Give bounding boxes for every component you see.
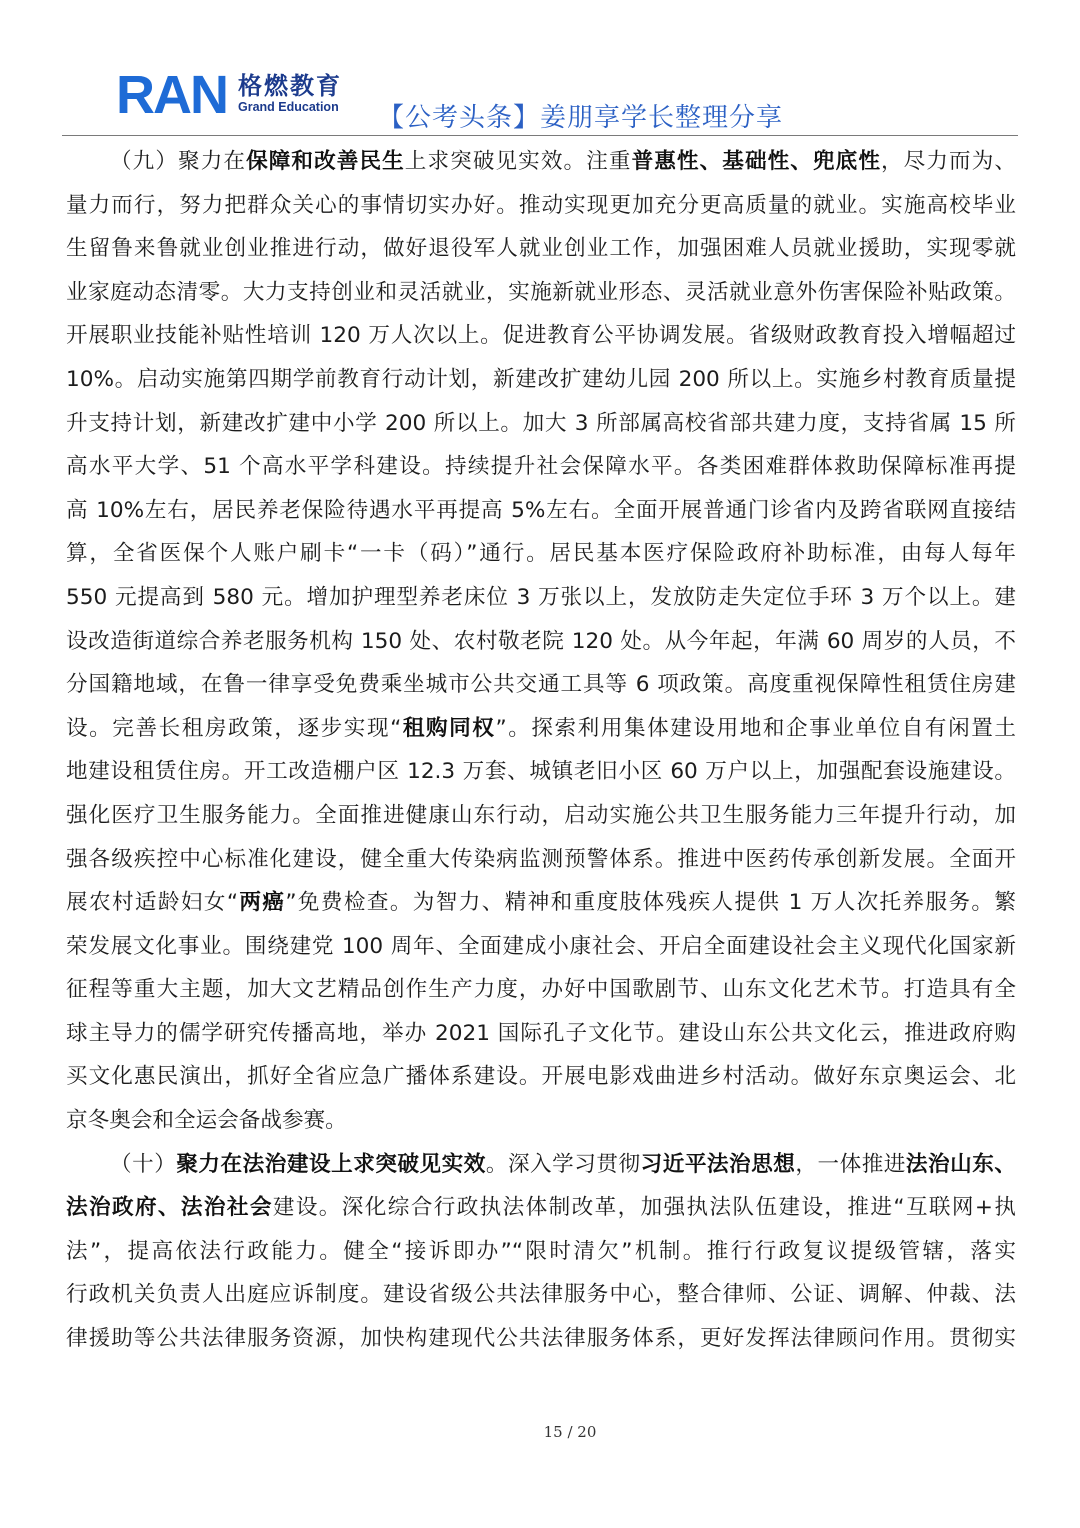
text-segment: 550 元提高到 580 元。增加护理型养老床位 3 万张以上，发放防走失定位手环 3 万个以上。建 <box>66 584 1016 610</box>
text-line <box>66 402 1016 446</box>
text-segment: 律援助等公共法律服务资源，加快构建现代公共法律服务体系，更好发挥法律顾问作用。贯彻实 <box>66 1326 1016 1352</box>
text-line <box>66 445 1016 489</box>
paragraph-ten <box>66 1143 1016 1361</box>
text-segment: 球主导力的儒学研究传播高地，举办 2021 国际孔子文化节。建设山东公共文化云，推进政府购 <box>66 1020 1016 1046</box>
text-segment: 设。完善长租房政策，逐步实现“ <box>66 715 402 741</box>
text-line <box>66 1186 1016 1230</box>
page-number: 15 / 20 <box>543 1423 597 1441</box>
text-line <box>66 358 1016 402</box>
brand-name-cn: 格燃教育 <box>238 72 342 100</box>
brand-logo: RAN <box>116 65 227 125</box>
text-segment: 业家庭动态清零。大力支持创业和灵活就业，实施新就业形态、灵活就业意外伤害保险补贴政策。 <box>66 279 1016 305</box>
text-line <box>66 1230 1016 1274</box>
text-line <box>66 925 1016 969</box>
text-line <box>66 227 1016 271</box>
text-segment: 荣发展文化事业。围绕建党 100 周年、全面建成小康社会、开启全面建设社会主义现代化国家新 <box>66 933 1016 959</box>
text-line <box>66 1012 1016 1056</box>
text-segment: 开展职业技能补贴性培训 120 万人次以上。促进教育公平协调发展。省级财政教育投入增幅超过 <box>66 323 1016 349</box>
text-segment: ，一体推进 <box>795 1151 906 1177</box>
text-segment: ”免费检查。为智力、精神和重度肢体残疾人提供 1 万人次托养服务。繁 <box>285 890 1016 916</box>
text-line <box>66 620 1016 664</box>
text-segment: ”。探索利用集体建设用地和企事业单位自有闲置土 <box>495 715 1016 741</box>
text-line <box>66 1055 1016 1099</box>
text-line <box>66 532 1016 576</box>
text-line <box>66 184 1016 228</box>
text-line <box>66 663 1016 707</box>
header-divider <box>62 135 1018 136</box>
text-line <box>66 140 1016 184</box>
text-line <box>66 314 1016 358</box>
text-segment: 买文化惠民演出，抓好全省应急广播体系建设。开展电影戏曲进乡村活动。做好东京奥运会、北 <box>66 1064 1016 1090</box>
body-text <box>66 140 1016 1361</box>
text-line <box>66 794 1016 838</box>
text-segment: 地建设租赁住房。开工改造棚户区 12.3 万套、城镇老旧小区 60 万户以上，加强配套设施建设。 <box>66 759 1016 785</box>
text-segment: 强化医疗卫生服务能力。全面推进健康山东行动，启动实施公共卫生服务能力三年提升行动，加 <box>66 802 1016 828</box>
text-segment: （十） <box>110 1151 177 1177</box>
bold-text: 法治政府、法治社会 <box>66 1195 273 1221</box>
text-line <box>66 1099 1016 1143</box>
text-segment: 高水平大学、51 个高水平学科建设。持续提升社会保障水平。各类困难群体救助保障标准再提 <box>66 454 1016 480</box>
bold-text: 聚力在法治建设上求突破见实效 <box>176 1151 486 1177</box>
text-segment: 设改造街道综合养老服务机构 150 处、农村敬老院 120 处。从今年起，年满 60 周岁的人员，不 <box>66 628 1016 654</box>
text-line <box>66 1273 1016 1317</box>
text-line <box>66 750 1016 794</box>
text-segment: 分国籍地域，在鲁一律享受免费乘坐城市公共交通工具等 6 项政策。高度重视保障性租赁住房建 <box>66 672 1016 698</box>
paragraph-nine <box>66 140 1016 1143</box>
bold-text: 法治山东、 <box>905 1151 1016 1177</box>
text-line <box>66 707 1016 751</box>
text-segment: 生留鲁来鲁就业创业推进行动，做好退役军人就业创业工作，加强困难人员就业援助，实现零就 <box>66 236 1016 262</box>
text-line <box>66 1143 1016 1187</box>
brand-name-en: Grand Education <box>238 100 339 114</box>
text-line <box>66 489 1016 533</box>
bold-text: 习近平法治思想 <box>640 1151 796 1177</box>
text-segment: 上求突破见实效。注重 <box>404 149 632 174</box>
bold-text: 普惠性、基础性、兜底性 <box>631 149 881 174</box>
text-segment: 10%。启动实施第四期学前教育行动计划，新建改扩建幼儿园 200 所以上。实施乡村教育质量提 <box>66 366 1016 392</box>
bold-text: 两癌 <box>238 890 286 916</box>
text-segment: 算，全省医保个人账户刷卡“一卡（码）”通行。居民基本医疗保险政府补助标准，由每人每年 <box>66 541 1016 567</box>
text-segment: 强各级疾控中心标准化建设，健全重大传染病监测预警体系。推进中医药传承创新发展。全面开 <box>66 846 1016 872</box>
text-segment: 法”，提高依法行政能力。健全“接诉即办”“限时清欠”机制。推行行政复议提级管辖，落实 <box>66 1238 1016 1264</box>
text-line <box>66 881 1016 925</box>
text-segment: 高 10%左右，居民养老保险待遇水平再提高 5%左右。全面开展普通门诊省内及跨省联网直接结 <box>66 497 1016 523</box>
text-line <box>66 968 1016 1012</box>
text-line <box>66 1317 1016 1361</box>
text-segment: （九）聚力在 <box>110 149 247 174</box>
text-line <box>66 271 1016 315</box>
text-segment: 征程等重大主题，加大文艺精品创作生产力度，办好中国歌剧节、山东文化艺术节。打造具有全 <box>66 977 1016 1003</box>
header-tagline: 【公考头条】姜朋享学长整理分享 <box>378 103 784 133</box>
text-segment: ，尽力而为、 <box>881 149 1016 174</box>
text-segment: 量力而行，努力把群众关心的事情切实办好。推动实现更加充分更高质量的就业。实施高校毕业 <box>66 192 1016 218</box>
text-line <box>66 576 1016 620</box>
bold-text: 租购同权 <box>401 715 496 741</box>
text-segment: 展农村适龄妇女“ <box>66 890 239 916</box>
text-line <box>66 838 1016 882</box>
text-segment: 。深入学习贯彻 <box>485 1151 641 1177</box>
text-segment: 行政机关负责人出庭应诉制度。建设省级公共法律服务中心，整合律师、公证、调解、仲裁、法 <box>66 1282 1016 1308</box>
text-segment: 建设。深化综合行政执法体制改革，加强执法队伍建设，推进“互联网+执 <box>272 1195 1016 1221</box>
text-segment: 升支持计划，新建改扩建中小学 200 所以上。加大 3 所部属高校省部共建力度，支持省属 15 所 <box>66 410 1016 436</box>
bold-text: 保障和改善民生 <box>246 149 405 174</box>
text-segment: 京冬奥会和全运会备战参赛。 <box>66 1108 347 1134</box>
